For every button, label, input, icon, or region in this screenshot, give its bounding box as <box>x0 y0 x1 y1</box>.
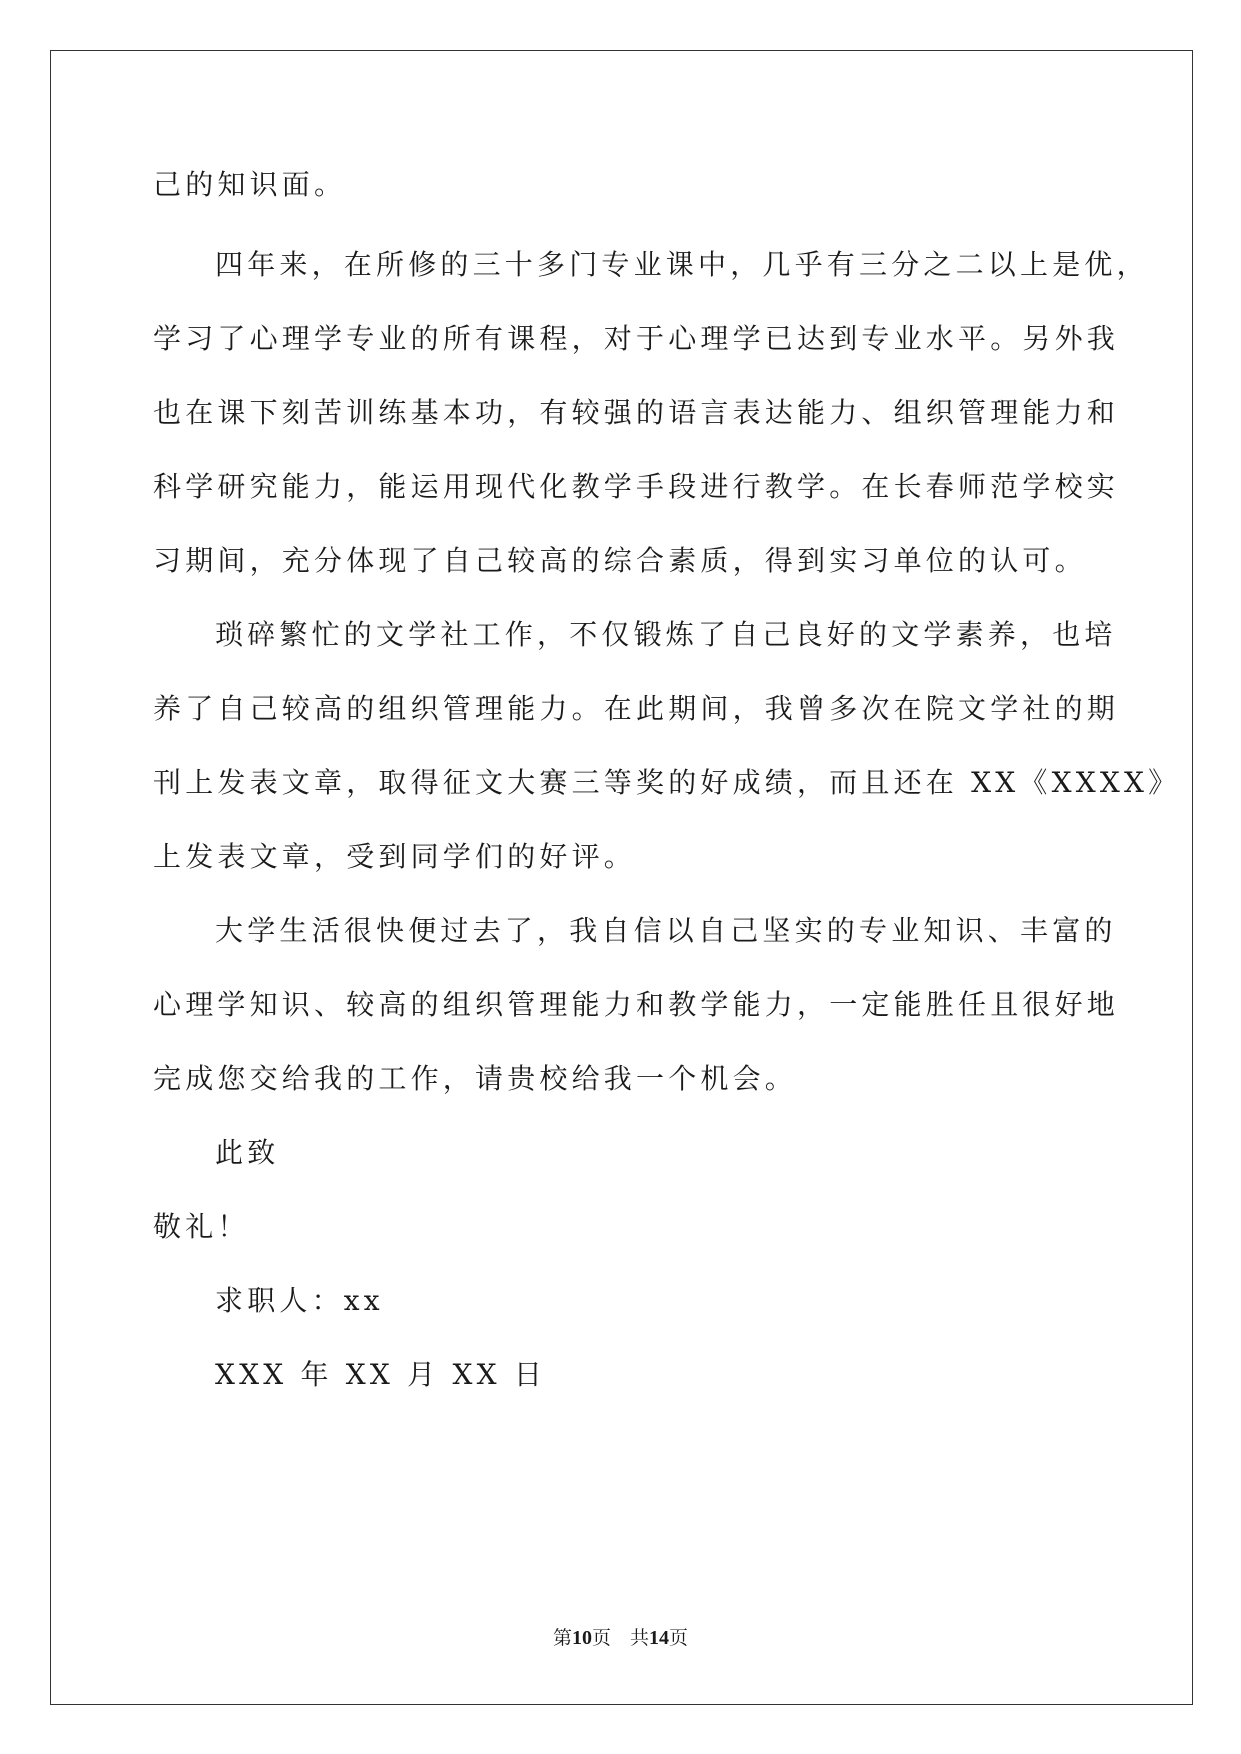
page-number-footer <box>0 1626 1241 1650</box>
total-page-number: 14 <box>649 1627 669 1649</box>
text-line: 己的知识面。 <box>153 168 347 201</box>
text-line: 心理学知识、较高的组织管理能力和教学能力，一定能胜任且很好地 <box>153 988 1120 1021</box>
text-line: 学习了心理学专业的所有课程，对于心理学已达到专业水平。另外我 <box>153 322 1120 355</box>
closing-salutation: 此致 <box>215 1136 280 1169</box>
signature-date: XXX 年 XX 月 XX 日 <box>215 1358 547 1391</box>
text-line: 完成您交给我的工作，请贵校给我一个机会。 <box>153 1062 798 1095</box>
text-line: 刊上发表文章，取得征文大赛三等奖的好成绩，而且还在 XX《XXXX》 <box>153 766 1181 799</box>
closing-regards: 敬礼！ <box>153 1210 250 1243</box>
text-line: 养了自己较高的组织管理能力。在此期间，我曾多次在院文学社的期 <box>153 692 1120 725</box>
text-line: 也在课下刻苦训练基本功，有较强的语言表达能力、组织管理能力和 <box>153 396 1120 429</box>
page-mid: 页 共 <box>591 1627 649 1649</box>
page-border <box>50 50 1193 1705</box>
paragraph-start-line: 四年来，在所修的三十多门专业课中，几乎有三分之二以上是优， <box>215 248 1149 281</box>
applicant-signature: 求职人：xx <box>215 1284 384 1317</box>
paragraph-start-line: 琐碎繁忙的文学社工作，不仅锻炼了自己良好的文学素养，也培 <box>215 618 1117 651</box>
page-suffix: 页 <box>669 1627 689 1649</box>
paragraph-start-line: 大学生活很快便过去了，我自信以自己坚实的专业知识、丰富的 <box>215 914 1117 947</box>
page-prefix: 第 <box>552 1627 572 1649</box>
text-line: 上发表文章，受到同学们的好评。 <box>153 840 637 873</box>
text-line: 科学研究能力，能运用现代化教学手段进行教学。在长春师范学校实 <box>153 470 1120 503</box>
current-page-number: 10 <box>571 1627 592 1649</box>
text-line: 习期间，充分体现了自己较高的综合素质，得到实习单位的认可。 <box>153 544 1087 577</box>
